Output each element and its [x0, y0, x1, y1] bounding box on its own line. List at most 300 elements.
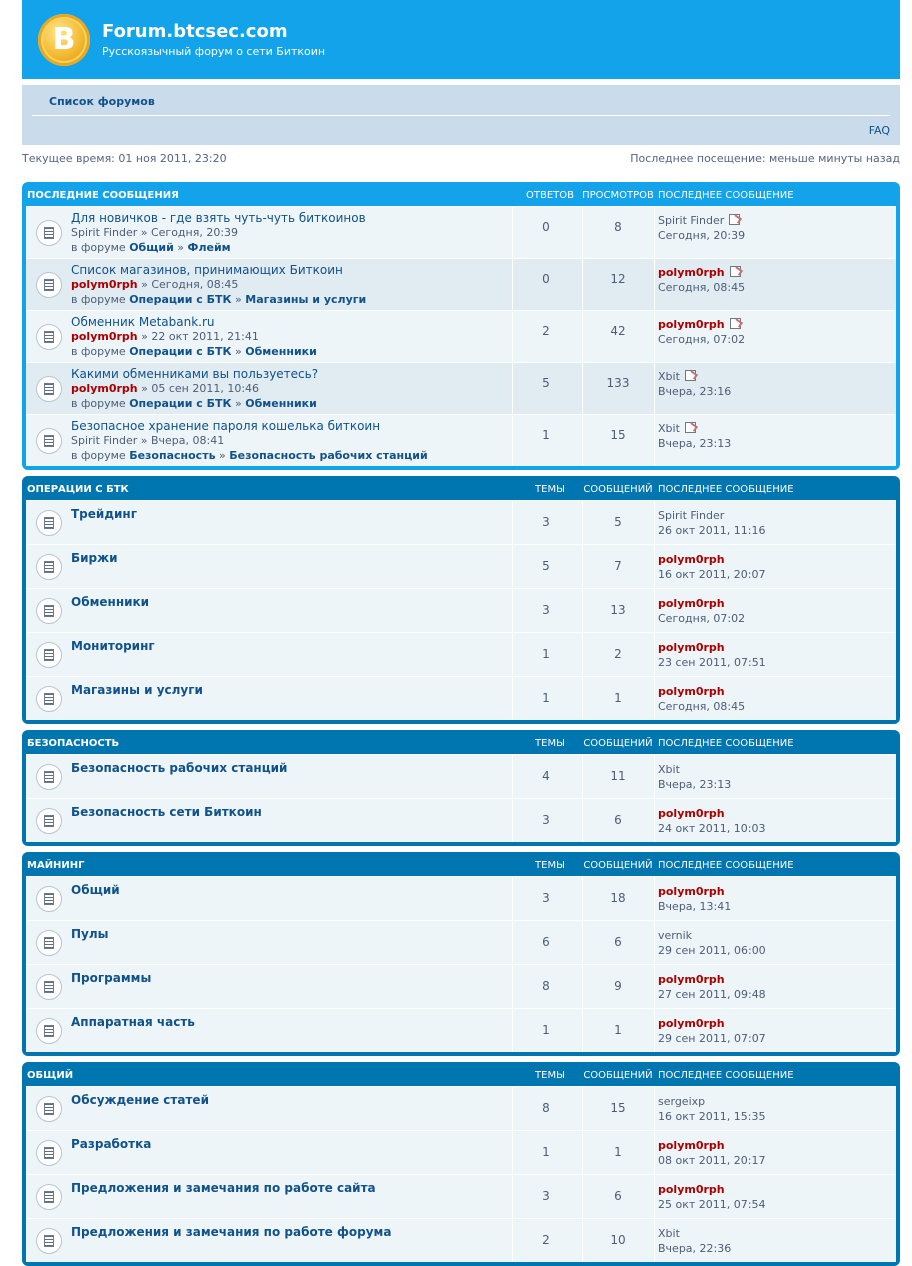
last-post-cell — [658, 509, 765, 537]
topic-read-icon[interactable] — [36, 324, 62, 350]
topic-read-icon[interactable] — [36, 272, 62, 298]
view-latest-post-icon[interactable] — [685, 422, 696, 433]
forum-row — [26, 920, 896, 964]
column-divider — [512, 921, 513, 964]
last-post-date: 24 окт 2011, 10:03 — [658, 822, 766, 835]
topic-author-link[interactable]: polym0rph — [71, 382, 138, 395]
document-lines-icon — [44, 279, 54, 291]
column-divider — [654, 1219, 655, 1262]
topic-title-link[interactable]: Для новичков - где взять чуть-чуть биткоинов — [71, 211, 366, 225]
last-post-author-link[interactable]: polym0rph — [658, 1183, 725, 1196]
forum-row — [26, 632, 896, 676]
column-divider — [512, 363, 513, 414]
topic-title-link[interactable]: Безопасное хранение пароля кошелька биткоин — [71, 419, 381, 433]
site-title[interactable]: Forum.btcsec.com — [102, 21, 288, 42]
document-lines-icon — [44, 1103, 54, 1115]
view-latest-post-icon[interactable] — [685, 370, 696, 381]
forum-list — [26, 500, 896, 720]
last-post-date: 23 сен 2011, 07:51 — [658, 656, 766, 669]
document-lines-icon — [44, 561, 54, 573]
last-post-cell — [658, 929, 766, 957]
replies-count: 0 — [542, 220, 550, 234]
column-divider — [654, 877, 655, 920]
column-divider — [512, 965, 513, 1008]
last-post-date: 29 сен 2011, 07:07 — [658, 1032, 766, 1045]
forum-row — [26, 544, 896, 588]
posts-count: 5 — [614, 515, 622, 529]
forum-row — [26, 588, 896, 632]
forum-link[interactable]: Операции с БТК — [129, 293, 232, 306]
views-count: 15 — [610, 428, 626, 442]
forum-row — [26, 676, 896, 720]
topic-read-icon[interactable] — [36, 886, 62, 912]
document-lines-icon — [44, 383, 54, 395]
last-post-date: Вчера, 13:41 — [658, 900, 732, 913]
topic-row — [26, 206, 896, 258]
topic-date: » 22 окт 2011, 21:41 — [141, 330, 259, 343]
subforum-link[interactable]: Обменники — [245, 345, 317, 358]
last-post-cell — [658, 807, 765, 835]
column-divider — [654, 1087, 655, 1130]
topic-title-link[interactable]: Список магазинов, принимающих Биткоин — [71, 263, 343, 277]
document-lines-icon — [44, 227, 54, 239]
category-block — [22, 730, 900, 846]
column-divider — [512, 545, 513, 588]
column-divider — [512, 1009, 513, 1052]
subforum-link[interactable]: Безопасность рабочих станций — [229, 449, 428, 462]
column-divider — [654, 965, 655, 1008]
topics-count: 4 — [542, 769, 550, 783]
topic-read-icon[interactable] — [36, 1018, 62, 1044]
topics-count: 5 — [542, 559, 550, 573]
topics-count: 3 — [542, 1189, 550, 1203]
topic-read-icon[interactable] — [36, 974, 62, 1000]
last-post-date: 27 сен 2011, 09:48 — [658, 988, 766, 1001]
in-forum-label: в форуме — [71, 293, 126, 306]
column-divider — [654, 1131, 655, 1174]
forum-row — [26, 876, 896, 920]
last-post-cell — [658, 370, 731, 398]
last-post-author-link[interactable]: sergeixp — [658, 1095, 706, 1108]
last-post-date: Вчера, 22:36 — [658, 1242, 732, 1255]
column-divider — [512, 877, 513, 920]
last-post-author-link[interactable]: Xbit — [658, 422, 680, 435]
last-post-cell — [658, 422, 731, 450]
last-post-author-link[interactable]: polym0rph — [658, 597, 725, 610]
last-post-author-link[interactable]: Xbit — [658, 763, 680, 776]
posts-count: 13 — [610, 603, 626, 617]
bitcoin-logo-icon[interactable]: B — [38, 14, 90, 66]
forum-title-link[interactable]: Обсуждение статей — [71, 1093, 209, 1107]
forum-list — [26, 1086, 896, 1262]
last-post-author-link[interactable]: Xbit — [658, 1227, 680, 1240]
forum-link[interactable]: Операции с БТК — [129, 345, 232, 358]
topic-author-line — [71, 382, 259, 395]
replies-count: 1 — [542, 428, 550, 442]
topic-row — [26, 258, 896, 310]
topics-header: ТЕМЫ — [535, 484, 565, 495]
last-post-date: Сегодня, 20:39 — [658, 229, 746, 242]
last-post-cell — [658, 1095, 765, 1123]
column-divider — [654, 677, 655, 720]
view-latest-post-icon[interactable] — [730, 266, 741, 277]
last-post-cell — [658, 685, 745, 713]
topic-read-icon[interactable] — [36, 808, 62, 834]
topic-forum-path: в форуме Операции с БТК » Обменники — [71, 397, 317, 410]
in-forum-label: в форуме — [71, 241, 126, 254]
topic-read-icon[interactable] — [36, 554, 62, 580]
topics-count: 8 — [542, 1101, 550, 1115]
last-post-date: 26 окт 2011, 11:16 — [658, 524, 766, 537]
forum-link[interactable]: Общий — [129, 241, 174, 254]
subforum-link[interactable]: Обменники — [245, 397, 317, 410]
posts-count: 2 — [614, 647, 622, 661]
subforum-link[interactable]: Магазины и услуги — [245, 293, 367, 306]
topics-header: ТЕМЫ — [535, 738, 565, 749]
document-lines-icon — [44, 1025, 54, 1037]
last-post-author-link[interactable]: polym0rph — [658, 1139, 725, 1152]
column-divider — [654, 633, 655, 676]
column-divider — [512, 501, 513, 544]
last-post-cell — [658, 553, 765, 581]
replies-count: 0 — [542, 272, 550, 286]
category-header — [26, 852, 896, 876]
last-post-author-link[interactable]: polym0rph — [658, 553, 725, 566]
category-header — [26, 476, 896, 500]
column-divider — [512, 311, 513, 362]
topic-title-link[interactable]: Обменник Metabank.ru — [71, 315, 215, 329]
forum-link[interactable]: Безопасность — [129, 449, 216, 462]
topic-author-link[interactable]: Spirit Finder — [71, 434, 138, 447]
document-lines-icon — [44, 981, 54, 993]
category-title-link[interactable]: МАЙНИНГ — [27, 860, 85, 871]
document-lines-icon — [44, 771, 54, 783]
last-post-date: 29 сен 2011, 06:00 — [658, 944, 766, 957]
last-post-date: Сегодня, 08:45 — [658, 281, 746, 294]
faq-link[interactable]: FAQ — [868, 124, 890, 137]
forum-row — [26, 754, 896, 798]
category-title-link[interactable]: ОБЩИЙ — [27, 1070, 74, 1081]
forum-title-link[interactable]: Биржи — [71, 551, 118, 565]
column-divider — [512, 633, 513, 676]
last-post-author-link[interactable]: polym0rph — [658, 1017, 725, 1030]
column-divider — [654, 1175, 655, 1218]
posts-count: 1 — [614, 1023, 622, 1037]
posts-count: 10 — [610, 1233, 626, 1247]
document-lines-icon — [44, 1191, 54, 1203]
view-latest-post-icon[interactable] — [729, 214, 740, 225]
column-divider — [512, 259, 513, 310]
last-post-author-link[interactable]: Spirit Finder — [658, 509, 725, 522]
posts-count: 6 — [614, 1189, 622, 1203]
last-post-cell — [658, 597, 745, 625]
topics-count: 2 — [542, 1233, 550, 1247]
topic-author-line — [71, 434, 224, 447]
last-post-date: Сегодня, 07:02 — [658, 333, 746, 346]
topics-header: ТЕМЫ — [535, 860, 565, 871]
forum-title-link[interactable]: Предложения и замечания по работе сайта — [71, 1181, 376, 1195]
topic-row — [26, 310, 896, 362]
topic-read-icon[interactable] — [36, 1228, 62, 1254]
topic-author-line — [71, 226, 238, 239]
posts-count: 15 — [610, 1101, 626, 1115]
topic-forum-path: в форуме Операции с БТК » Магазины и услуги — [71, 293, 367, 306]
topic-read-icon[interactable] — [36, 376, 62, 402]
document-lines-icon — [44, 693, 54, 705]
in-forum-label: в форуме — [71, 345, 126, 358]
topic-read-icon[interactable] — [36, 428, 62, 454]
last-post-date: 25 окт 2011, 07:54 — [658, 1198, 766, 1211]
last-post-cell — [658, 641, 766, 669]
forum-title-link[interactable]: Пулы — [71, 927, 109, 941]
forum-title-link[interactable]: Магазины и услуги — [71, 683, 203, 697]
subforum-link[interactable]: Флейм — [187, 241, 231, 254]
last-post-cell — [658, 214, 745, 242]
topics-count: 1 — [542, 1145, 550, 1159]
last-post-cell — [658, 318, 745, 346]
forum-title-link[interactable]: Трейдинг — [71, 507, 137, 521]
forum-list — [26, 754, 896, 842]
topics-count: 1 — [542, 691, 550, 705]
posts-header: СООБЩЕНИЙ — [583, 484, 653, 495]
topics-count: 3 — [542, 603, 550, 617]
document-lines-icon — [44, 815, 54, 827]
topic-title-link[interactable]: Какими обменниками вы пользуетесь? — [71, 367, 319, 381]
forum-list — [26, 876, 896, 1052]
last-post-author-link[interactable]: polym0rph — [658, 685, 725, 698]
category-block — [22, 476, 900, 724]
topic-forum-path: в форуме Операции с БТК » Обменники — [71, 345, 317, 358]
in-forum-label: в форуме — [71, 449, 126, 462]
last-post-header: ПОСЛЕДНЕЕ СООБЩЕНИЕ — [658, 484, 794, 495]
topics-count: 1 — [542, 1023, 550, 1037]
category-header — [26, 730, 896, 754]
column-divider — [654, 415, 655, 466]
topic-read-icon[interactable] — [36, 642, 62, 668]
category-block — [22, 1062, 900, 1266]
document-lines-icon — [44, 331, 54, 343]
document-lines-icon — [44, 605, 54, 617]
in-forum-label: в форуме — [71, 397, 126, 410]
last-post-author-link[interactable]: polym0rph — [658, 266, 725, 279]
forum-row — [26, 964, 896, 1008]
forum-row — [26, 1086, 896, 1130]
last-post-cell — [658, 1017, 766, 1045]
column-divider — [654, 755, 655, 798]
last-post-date: Сегодня, 07:02 — [658, 612, 746, 625]
topic-author-link[interactable]: Spirit Finder — [71, 226, 138, 239]
last-post-date: 08 окт 2011, 20:17 — [658, 1154, 766, 1167]
topics-count: 6 — [542, 935, 550, 949]
column-divider — [512, 589, 513, 632]
topics-header: ТЕМЫ — [535, 1070, 565, 1081]
replies-header: ОТВЕТОВ — [526, 190, 574, 201]
document-lines-icon — [44, 649, 54, 661]
column-divider — [654, 501, 655, 544]
topic-forum-path: в форуме Общий » Флейм — [71, 241, 231, 254]
last-visit: Последнее посещение: меньше минуты назад — [630, 152, 900, 165]
last-post-header: ПОСЛЕДНЕЕ СООБЩЕНИЕ — [658, 1070, 794, 1081]
column-divider — [512, 1219, 513, 1262]
forum-row — [26, 1008, 896, 1052]
forum-row — [26, 798, 896, 842]
forum-title-link[interactable]: Обменники — [71, 595, 150, 609]
last-post-header: ПОСЛЕДНЕЕ СООБЩЕНИЕ — [658, 190, 794, 201]
views-count: 133 — [606, 376, 630, 390]
views-count: 12 — [610, 272, 626, 286]
forum-list-link[interactable]: Список форумов — [49, 95, 155, 108]
topics-count: 8 — [542, 979, 550, 993]
document-lines-icon — [44, 435, 54, 447]
topic-read-icon[interactable] — [36, 220, 62, 246]
topic-author-link[interactable]: polym0rph — [71, 330, 138, 343]
column-divider — [654, 207, 655, 258]
recent-posts-title: ПОСЛЕДНИЕ СООБЩЕНИЯ — [27, 190, 179, 201]
last-post-cell — [658, 885, 731, 913]
topic-read-icon[interactable] — [36, 764, 62, 790]
topic-forum-path: в форуме Безопасность » Безопасность рабочих станций — [71, 449, 428, 462]
last-post-author-link[interactable]: polym0rph — [658, 318, 725, 331]
topic-read-icon[interactable] — [36, 930, 62, 956]
column-divider — [654, 545, 655, 588]
column-divider — [512, 207, 513, 258]
topic-read-icon[interactable] — [36, 510, 62, 536]
document-lines-icon — [44, 1235, 54, 1247]
posts-header: СООБЩЕНИЙ — [583, 738, 653, 749]
forum-title-link[interactable]: Предложения и замечания по работе форума — [71, 1225, 392, 1239]
topics-count: 3 — [542, 813, 550, 827]
views-count: 8 — [614, 220, 622, 234]
posts-header: СООБЩЕНИЙ — [583, 860, 653, 871]
posts-count: 7 — [614, 559, 622, 573]
forum-title-link[interactable]: Безопасность рабочих станций — [71, 761, 288, 775]
topics-count: 3 — [542, 515, 550, 529]
views-count: 42 — [610, 324, 626, 338]
last-post-author-link[interactable]: vernik — [658, 929, 693, 942]
column-divider — [654, 363, 655, 414]
last-post-header: ПОСЛЕДНЕЕ СООБЩЕНИЕ — [658, 860, 794, 871]
forum-row — [26, 1174, 896, 1218]
column-divider — [512, 677, 513, 720]
topics-count: 3 — [542, 891, 550, 905]
last-post-cell — [658, 973, 766, 1001]
category-title-link[interactable]: ОПЕРАЦИИ С БТК — [27, 484, 129, 495]
view-latest-post-icon[interactable] — [730, 318, 741, 329]
last-post-author-link[interactable]: Spirit Finder — [658, 214, 725, 227]
topic-date: » Сегодня, 20:39 — [140, 226, 239, 239]
column-divider — [512, 1131, 513, 1174]
forum-row — [26, 1218, 896, 1262]
posts-count: 1 — [614, 1145, 622, 1159]
forum-row — [26, 1130, 896, 1174]
topics-count: 1 — [542, 647, 550, 661]
posts-count: 9 — [614, 979, 622, 993]
topic-read-icon[interactable] — [36, 686, 62, 712]
posts-count: 18 — [610, 891, 626, 905]
topic-read-icon[interactable] — [36, 1096, 62, 1122]
last-post-cell — [658, 1139, 765, 1167]
last-post-author-link[interactable]: polym0rph — [658, 641, 725, 654]
posts-count: 6 — [614, 813, 622, 827]
views-header: ПРОСМОТРОВ — [582, 190, 654, 201]
navbar — [22, 85, 900, 145]
topic-read-icon[interactable] — [36, 1184, 62, 1210]
replies-count: 2 — [542, 324, 550, 338]
column-divider — [512, 755, 513, 798]
column-divider — [654, 259, 655, 310]
nav-divider — [32, 115, 890, 116]
last-post-date: Сегодня, 08:45 — [658, 700, 746, 713]
topic-date: » 05 сен 2011, 10:46 — [141, 382, 260, 395]
last-post-cell — [658, 763, 731, 791]
topic-date: » Вчера, 08:41 — [140, 434, 225, 447]
recent-posts-header — [26, 182, 896, 206]
topic-row — [26, 414, 896, 466]
recent-posts-block — [22, 182, 900, 470]
posts-count: 11 — [610, 769, 626, 783]
category-block — [22, 852, 900, 1056]
forum-title-link[interactable]: Разработка — [71, 1137, 152, 1151]
forum-row — [26, 500, 896, 544]
topic-row — [26, 362, 896, 414]
last-post-cell — [658, 266, 745, 294]
last-post-date: 16 окт 2011, 20:07 — [658, 568, 766, 581]
last-post-date: 16 окт 2011, 15:35 — [658, 1110, 766, 1123]
last-post-author-link[interactable]: polym0rph — [658, 885, 725, 898]
document-lines-icon — [44, 937, 54, 949]
column-divider — [654, 311, 655, 362]
forum-title-link[interactable]: Общий — [71, 883, 120, 897]
category-header — [26, 1062, 896, 1086]
forum-link[interactable]: Операции с БТК — [129, 397, 232, 410]
posts-count: 6 — [614, 935, 622, 949]
topic-read-icon[interactable] — [36, 598, 62, 624]
posts-count: 1 — [614, 691, 622, 705]
column-divider — [512, 1087, 513, 1130]
current-time: Текущее время: 01 ноя 2011, 23:20 — [22, 152, 227, 165]
topic-author-link[interactable]: polym0rph — [71, 278, 138, 291]
column-divider — [654, 1009, 655, 1052]
forum-title-link[interactable]: Аппаратная часть — [71, 1015, 195, 1029]
forum-title-link[interactable]: Безопасность сети Биткоин — [71, 805, 262, 819]
topic-author-line — [71, 330, 259, 343]
topic-read-icon[interactable] — [36, 1140, 62, 1166]
topic-author-line — [71, 278, 238, 291]
last-post-author-link[interactable]: Xbit — [658, 370, 680, 383]
document-lines-icon — [44, 1147, 54, 1159]
replies-count: 5 — [542, 376, 550, 390]
last-post-date: Вчера, 23:16 — [658, 385, 732, 398]
topic-date: » Сегодня, 08:45 — [141, 278, 239, 291]
document-lines-icon — [44, 893, 54, 905]
last-post-date: Вчера, 23:13 — [658, 778, 732, 791]
last-post-author-link[interactable]: polym0rph — [658, 807, 725, 820]
column-divider — [512, 415, 513, 466]
category-title-link[interactable]: БЕЗОПАСНОСТЬ — [27, 738, 120, 749]
last-post-author-link[interactable]: polym0rph — [658, 973, 725, 986]
column-divider — [512, 1175, 513, 1218]
document-lines-icon — [44, 517, 54, 529]
site-header — [22, 0, 900, 79]
column-divider — [654, 799, 655, 842]
column-divider — [512, 799, 513, 842]
forum-title-link[interactable]: Программы — [71, 971, 152, 985]
column-divider — [654, 589, 655, 632]
last-post-cell — [658, 1183, 765, 1211]
recent-topic-list — [26, 206, 896, 466]
forum-title-link[interactable]: Мониторинг — [71, 639, 155, 653]
column-divider — [654, 921, 655, 964]
